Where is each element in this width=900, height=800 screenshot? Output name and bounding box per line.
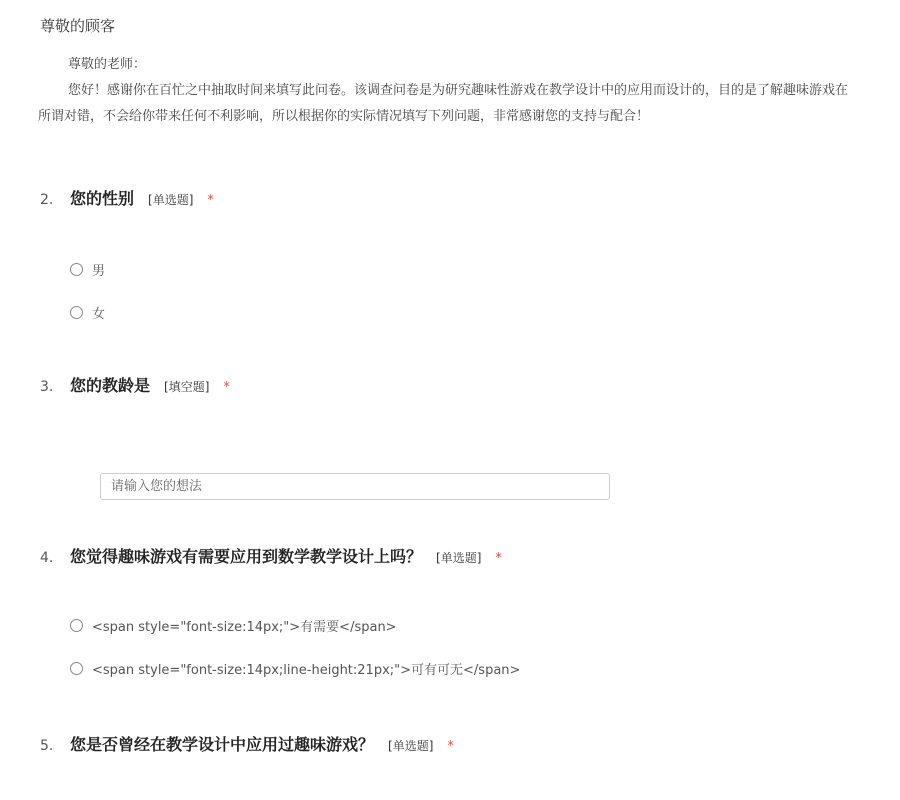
radio-button[interactable] [70,263,83,276]
question-number: 3. [40,379,54,395]
intro-salutation: 尊敬的老师： [68,57,147,72]
question-game-need [40,544,900,678]
option-label: <span style="font-size:14px;">有需要</span> [92,620,397,635]
survey-intro [40,52,900,130]
survey-header-title: 尊敬的顾客 [40,17,116,35]
question-number: 2. [40,192,54,208]
question-header [40,373,900,396]
required-marker: * [447,739,454,754]
question-type-label: [单选题] [148,193,194,207]
question-title: 您的性别 [70,189,135,208]
question-gender [40,186,900,322]
option-optional[interactable] [70,659,520,678]
question-header [40,186,900,209]
question-title: 您的教龄是 [70,376,151,395]
option-needed[interactable] [70,616,397,635]
question-header [40,732,900,755]
question-type-label: [填空题] [164,380,210,394]
option-label: 女 [92,307,106,322]
intro-text-line-1: 您好！感谢你在百忙之中抽取时间来填写此问卷。该调查问卷是为研究趣味性游戏在教学设计中的应用而设计的，目的是了解趣味游戏在 [68,83,849,98]
radio-button[interactable] [70,619,83,632]
required-marker: * [223,380,230,395]
option-label: 男 [92,264,106,279]
question-number: 5. [40,738,54,754]
required-marker: * [207,193,214,208]
teaching-years-input[interactable] [100,473,610,500]
radio-button[interactable] [70,662,83,675]
question-teaching-years [40,373,900,396]
radio-button[interactable] [70,306,83,319]
required-marker: * [495,551,502,566]
question-title: 您是否曾经在教学设计中应用过趣味游戏？ [70,735,375,754]
intro-text-line-2: 所谓对错，不会给你带来任何不利影响，所以根据你的实际情况填写下列问题，非常感谢您的支持与配合！ [38,109,650,124]
question-type-label: [单选题] [388,739,434,753]
question-title: 您觉得趣味游戏有需要应用到数学教学设计上吗？ [70,547,423,566]
option-label: <span style="font-size:14px;line-height:21px;">可有可无</span> [92,663,521,678]
question-header [40,544,900,567]
option-male[interactable] [70,260,105,279]
option-female[interactable] [70,303,105,322]
question-game-used [40,732,900,755]
question-number: 4. [40,550,54,566]
question-type-label: [单选题] [436,551,482,565]
